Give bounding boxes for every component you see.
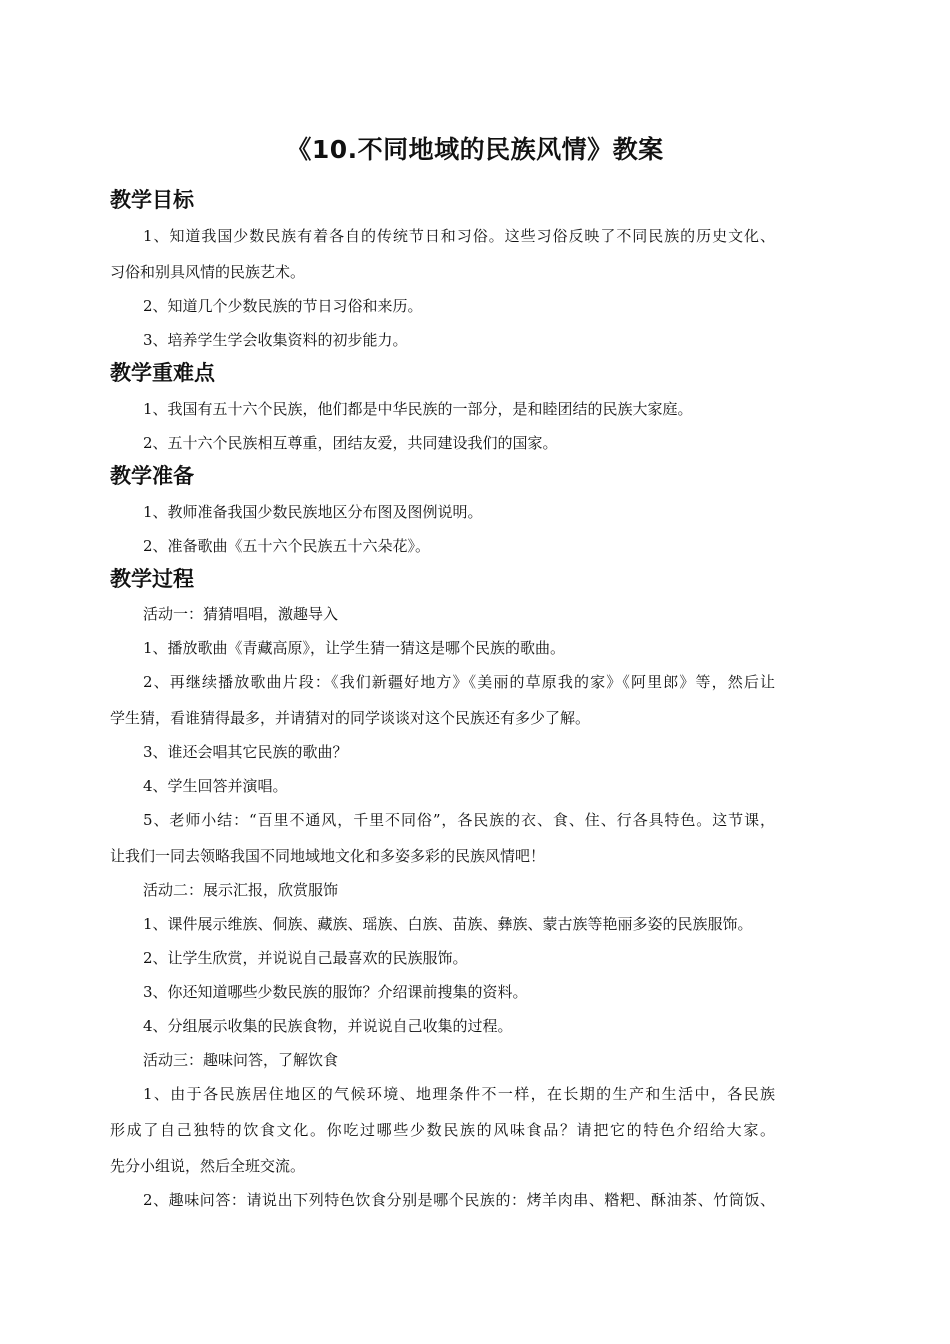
activity-heading: 活动一：猜猜唱唱，激趣导入	[143, 605, 339, 623]
paragraph-line: 2、再继续播放歌曲片段：《我们新疆好地方》《美丽的草原我的家》《阿里郎》等，然后让	[143, 673, 775, 691]
paragraph-line: 习俗和别具风情的民族艺术。	[110, 263, 306, 281]
document-title: 《10.不同地域的民族风情》教案	[286, 135, 664, 164]
paragraph-line: 2、五十六个民族相互尊重，团结友爱，共同建设我们的国家。	[143, 434, 558, 452]
paragraph-line: 2、让学生欣赏，并说说自己最喜欢的民族服饰。	[143, 949, 468, 967]
paragraph-line: 让我们一同去领略我国不同地域地文化和多姿多彩的民族风情吧！	[110, 847, 546, 865]
section-heading-goals: 教学目标	[110, 188, 194, 212]
paragraph-line: 1、由于各民族居住地区的气候环境、地理条件不一样，在长期的生产和生活中，各民族	[143, 1085, 775, 1103]
section-heading-preparation: 教学准备	[110, 464, 194, 488]
paragraph-line: 3、谁还会唱其它民族的歌曲？	[143, 743, 348, 761]
activity-heading: 活动二：展示汇报，欣赏服饰	[143, 881, 339, 899]
activity-heading: 活动三：趣味问答，了解饮食	[143, 1051, 339, 1069]
paragraph-line: 先分小组说，然后全班交流。	[110, 1157, 306, 1175]
paragraph-line: 3、你还知道哪些少数民族的服饰？介绍课前搜集的资料。	[143, 983, 528, 1001]
paragraph-line: 1、知道我国少数民族有着各自的传统节日和习俗。这些习俗反映了不同民族的历史文化、	[143, 227, 775, 245]
paragraph-line: 学生猜，看谁猜得最多，并请猜对的同学谈谈对这个民族还有多少了解。	[110, 709, 591, 727]
paragraph-line: 3、培养学生学会收集资料的初步能力。	[143, 331, 408, 349]
paragraph-line: 1、课件展示维族、侗族、藏族、瑶族、白族、苗族、彝族、蒙古族等艳丽多姿的民族服饰。	[143, 915, 753, 933]
paragraph-line: 4、分组展示收集的民族食物，并说说自己收集的过程。	[143, 1017, 513, 1035]
paragraph-line: 2、准备歌曲《五十六个民族五十六朵花》。	[143, 537, 431, 555]
paragraph-line: 5、老师小结：“百里不通风，千里不同俗”，各民族的衣、食、住、行各具特色。这节课，	[143, 811, 775, 829]
paragraph-line: 2、知道几个少数民族的节日习俗和来历。	[143, 297, 423, 315]
paragraph-line: 2、趣味问答：请说出下列特色饮食分别是哪个民族的：烤羊肉串、糌粑、酥油茶、竹筒饭、	[143, 1191, 775, 1209]
paragraph-line: 1、教师准备我国少数民族地区分布图及图例说明。	[143, 503, 483, 521]
paragraph-line: 1、我国有五十六个民族，他们都是中华民族的一部分，是和睦团结的民族大家庭。	[143, 400, 693, 418]
section-heading-process: 教学过程	[110, 567, 194, 591]
section-heading-key-points: 教学重难点	[110, 361, 215, 385]
paragraph-line: 1、播放歌曲《青藏高原》，让学生猜一猜这是哪个民族的歌曲。	[143, 639, 566, 657]
paragraph-line: 形成了自己独特的饮食文化。你吃过哪些少数民族的风味食品？请把它的特色介绍给大家。	[110, 1121, 775, 1139]
paragraph-line: 4、学生回答并演唱。	[143, 777, 288, 795]
